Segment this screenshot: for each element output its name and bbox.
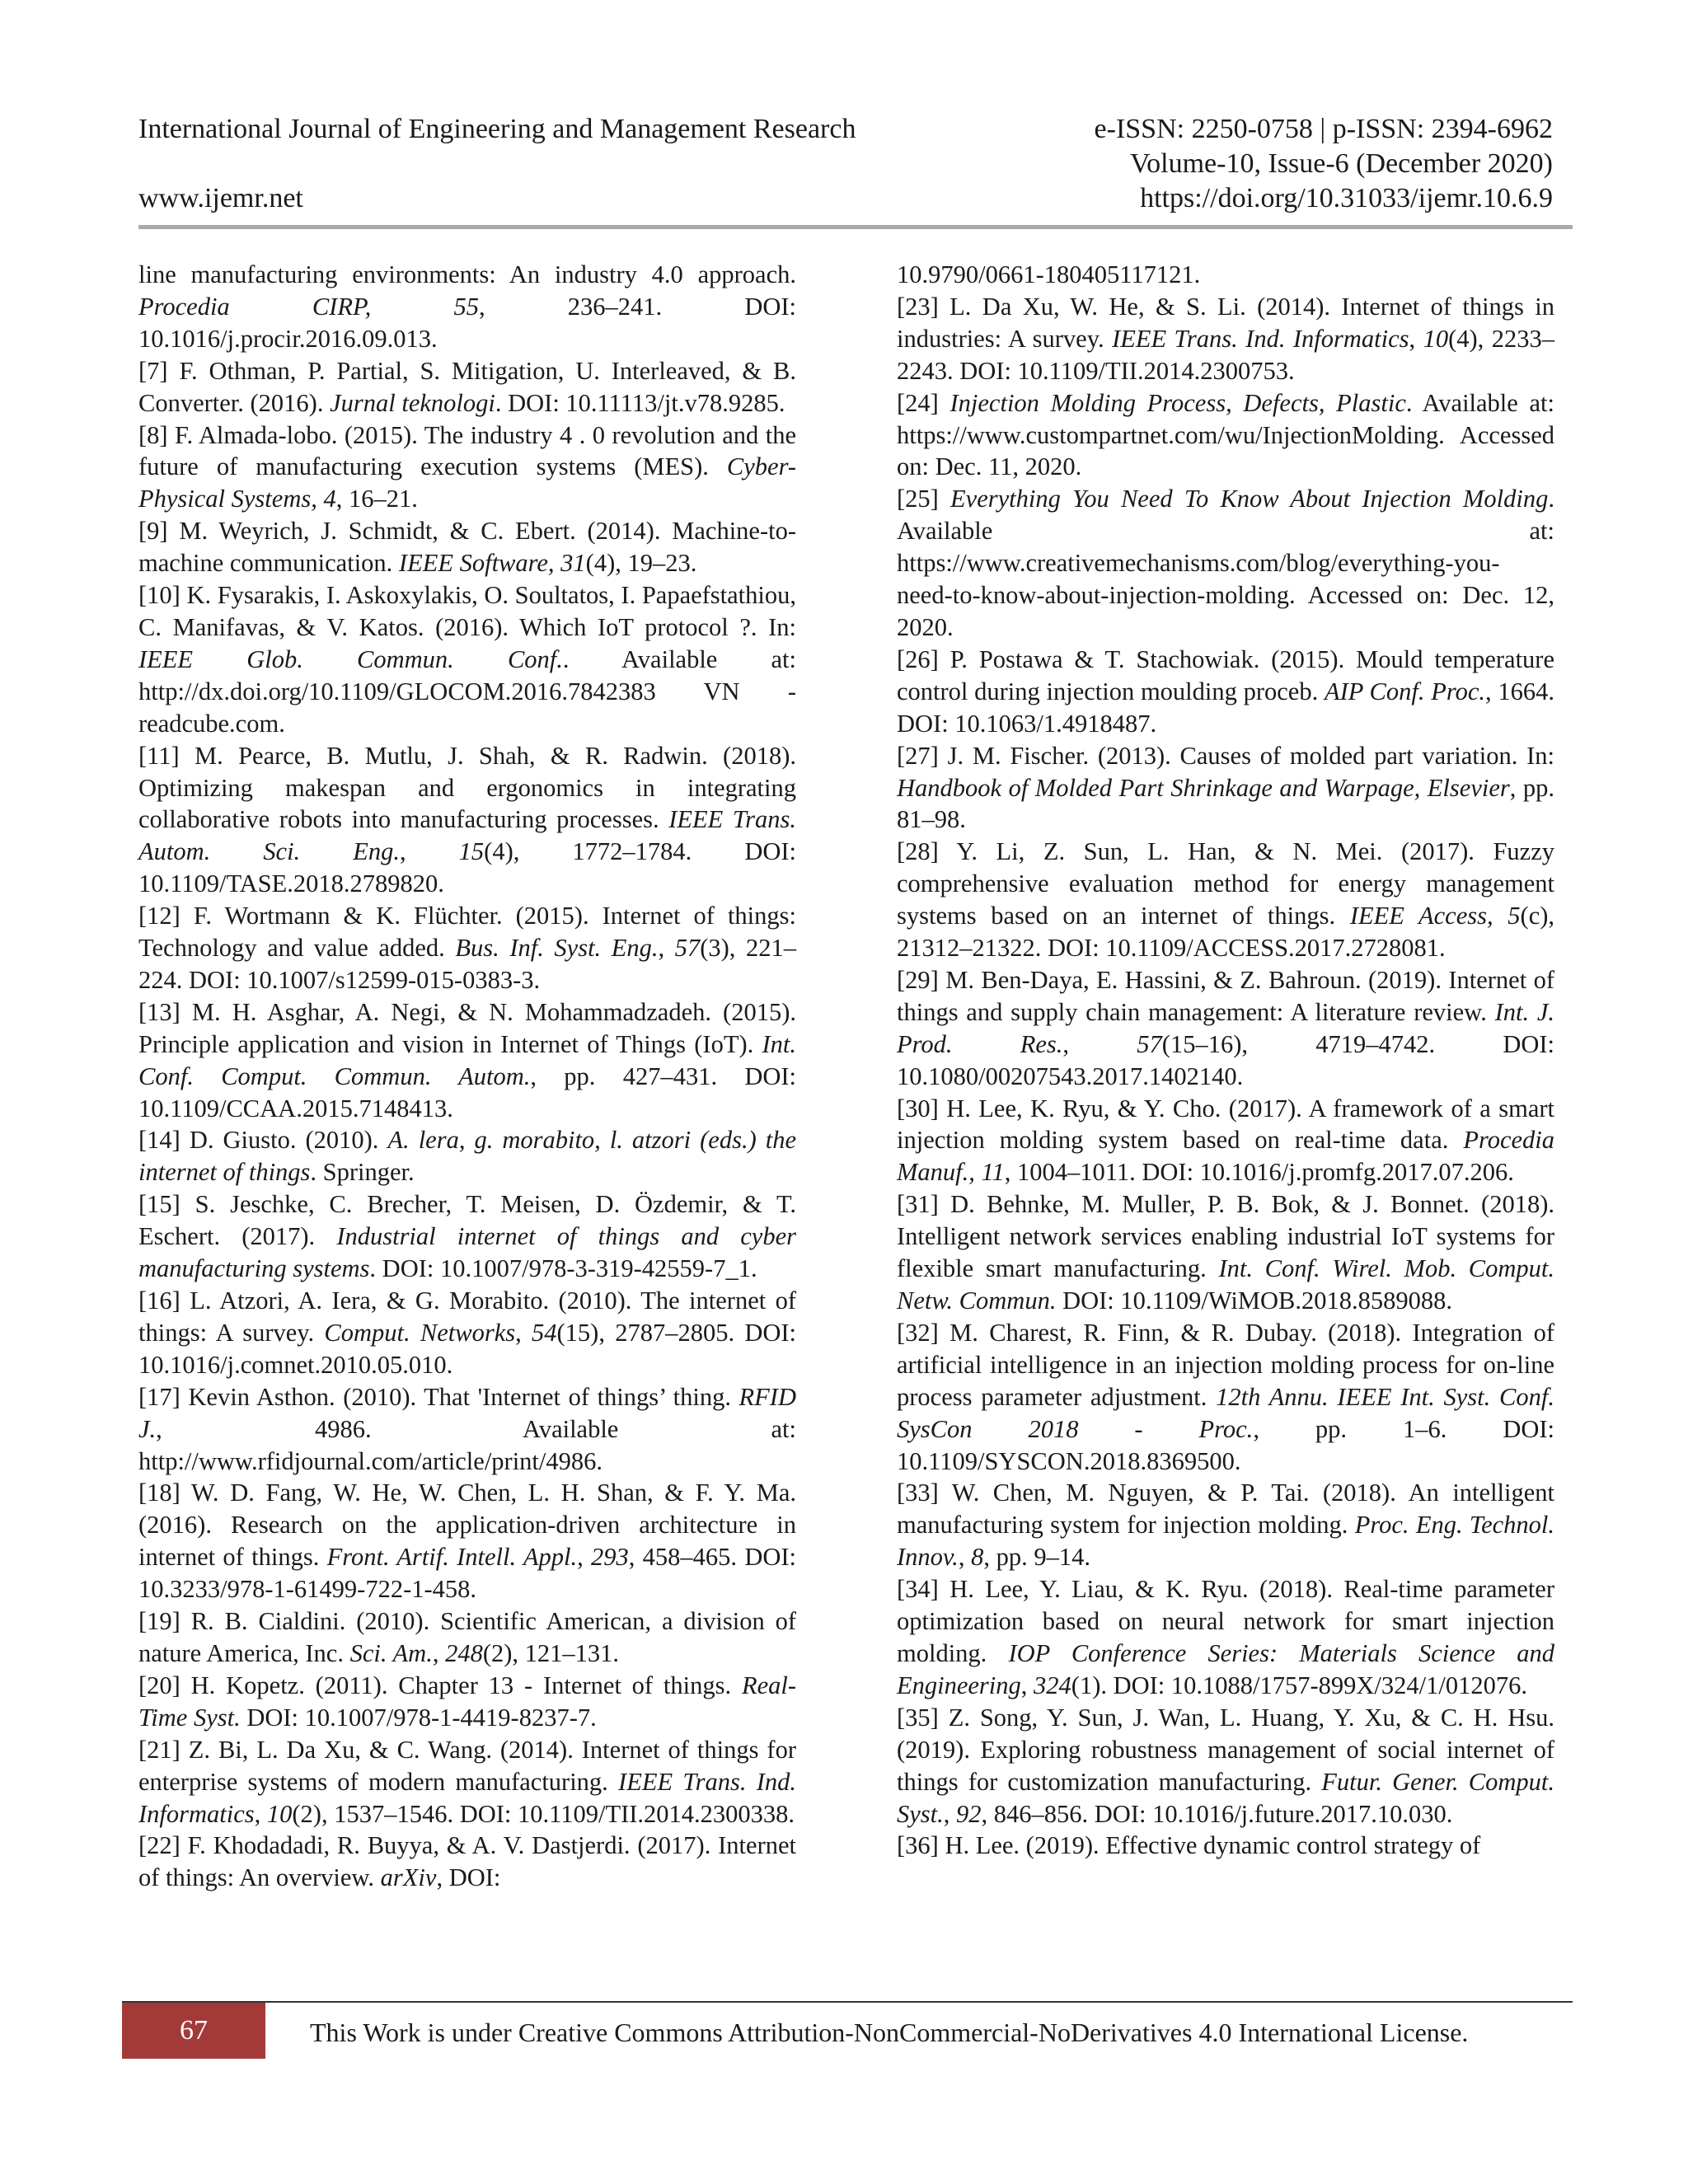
reference-text: [35] Z. Song, Y. Sun, J. Wan, L. Huang, Y. Xu, & C. H. Hsu. (2019). Exploring robustness management of social internet of things for customization manufacturing. [897,1703,1554,1796]
reference-italic-text: 324 [1034,1671,1071,1699]
reference-italic-text: 293 [591,1543,629,1572]
reference-entry [897,483,1554,644]
reference-text: , [1409,324,1423,353]
reference-text: , [400,837,459,866]
reference-text: (c), 21312–21322. DOI: 10.1109/ACCESS.2017.2728081. [897,902,1555,963]
reference-text: [20] H. Kopetz. (2011). Chapter 13 - Internet of things. [138,1671,742,1699]
reference-italic-text: IEEE Software, 31 [398,549,586,578]
volume-line: Volume-10, Issue-6 (December 2020) [1129,148,1553,179]
reference-text: . Available at: https://www.custompartnet.com/wu/InjectionMolding. Accessed on: Dec. 11, 2020. [897,388,1554,481]
reference-text: DOI: 10.1007/978-1-4419-8237-7. [240,1703,597,1732]
reference-text: (15–16), 4719–4742. DOI: 10.1080/00207543.2017.1402140. [897,1029,1555,1090]
reference-italic-text: 8 [971,1543,984,1572]
reference-text: , 1004–1011. DOI: 10.1016/j.promfg.2017.07.206. [1004,1158,1514,1187]
reference-text: , 846–856. DOI: 10.1016/j.future.2017.10.030. [981,1799,1453,1828]
reference-entry [138,740,796,901]
reference-entry [138,1188,796,1285]
reference-text: . DOI: 10.11113/jt.v78.9285. [495,388,785,417]
reference-entry [138,259,796,355]
reference-text: [9] M. Weyrich, J. Schmidt, & C. Ebert. (2014). Machine-to-machine communication. [138,517,796,578]
reference-text: [8] F. Almada-lobo. (2015). The industry 4 . 0 revolution and the future of manufacturing execution systems (MES). [138,420,796,481]
reference-text: , [1020,1671,1034,1699]
reference-text: [19] R. B. Cialdini. (2010). Scientific American, a division of nature America, Inc. [138,1607,796,1667]
reference-text: , pp. 9–14. [983,1543,1090,1572]
header-right-block [1095,112,1553,216]
reference-text: [28] Y. Li, Z. Sun, L. Han, & N. Mei. (2017). Fuzzy comprehensive evaluation method for energy management systems based on an internet of things. [897,837,1554,930]
reference-italic-text: 248 [445,1638,483,1667]
reference-text: (1). DOI: 10.1088/1757-899X/324/1/012076. [1071,1671,1527,1699]
reference-italic-text: Int. J. Prod. Res. [897,997,1555,1058]
reference-text: , [958,1543,972,1572]
reference-entry [897,259,1554,291]
reference-text: DOI: 10.1109/WiMOB.2018.8589088. [1056,1286,1453,1315]
reference-italic-text: Sci. Am. [349,1638,433,1667]
reference-text: [15] S. Jeschke, C. Brecher, T. Meisen, D. Özdemir, & T. Eschert. (2017). [138,1190,796,1251]
reference-italic-text: Proc. Eng. Technol. Innov. [897,1511,1555,1572]
reference-italic-text: IEEE Access, 5 [1349,902,1521,930]
reference-entry [138,1734,796,1830]
reference-italic-text: 92 [956,1799,982,1828]
reference-italic-text: Injection Molding Process, Defects, Plastic [950,388,1406,417]
reference-text: , 4986. Available at: http://www.rfidjournal.com/article/print/4986. [138,1414,796,1475]
reference-italic-text: AIP Conf. Proc. [1324,677,1486,705]
reference-text: (3), 221–224. DOI: 10.1007/s12599-015-0383-3. [138,934,796,994]
reference-italic-text: Int. Conf. Comput. Commun. Autom. [138,1029,796,1090]
reference-italic-text: Real-Time Syst. [138,1671,796,1732]
reference-text: , 1664. DOI: 10.1063/1.4918487. [897,677,1554,738]
reference-italic-text: Jurnal teknologi [330,388,495,417]
reference-entry [138,515,796,579]
reference-text: , 458–465. DOI: 10.3233/978-1-61499-722-1-458. [138,1543,796,1604]
reference-text: [11] M. Pearce, B. Mutlu, J. Shah, & R. Radwin. (2018). Optimizing makespan and ergonomics in integrating collaborative robots into manufacturing processes. [138,741,796,834]
reference-italic-text: Handbook of Molded Part Shrinkage and Warpage, Elsevier [897,773,1510,802]
reference-text: [10] K. Fysarakis, I. Askoxylakis, O. Soultatos, I. Papaefstathiou, C. Manifavas, & V. Katos. (2016). Which IoT protocol ?. In: [138,581,797,641]
reference-text: (2), 121–131. [482,1638,620,1667]
reference-text: [14] D. Giusto. (2010). [138,1126,388,1155]
reference-text: . Available at: http://dx.doi.org/10.1109/GLOCOM.2016.7842383 VN - readcube.com. [138,644,796,738]
reference-italic-text: IEEE Glob. Commun. Conf. [138,644,563,673]
reference-entry [138,996,796,1125]
reference-text: , pp. 1–6. DOI: 10.1109/SYSCON.2018.8369500. [897,1414,1554,1475]
reference-text: (4), 19–23. [585,549,697,578]
reference-entry [138,419,796,516]
reference-text: . Available at: https://www.creativemechanisms.com/blog/everything-you-need-to-know-about-injection-molding. Accessed on: Dec. 12, 2020. [897,485,1554,641]
reference-text: [16] L. Atzori, A. Iera, & G. Morabito. (2010). The internet of things: A survey. [138,1286,796,1347]
reference-text: . Springer. [310,1158,415,1187]
reference-text: , [577,1543,591,1572]
reference-text: (2), 1537–1546. DOI: 10.1109/TII.2014.2300338. [292,1799,795,1828]
reference-entry [138,900,796,996]
page-number-box [122,2003,265,2059]
reference-italic-text: 15 [458,837,485,866]
reference-text: , [254,1799,267,1828]
reference-text: [23] L. Da Xu, W. He, & S. Li. (2014). Internet of things in industries: A survey. [897,292,1554,353]
reference-text: , [1062,1029,1137,1058]
journal-website: www.ijemr.net [138,183,303,213]
reference-italic-text: Industrial internet of things and cyber manufacturing systems [138,1222,796,1283]
issn-line: e-ISSN: 2250-0758 | p-ISSN: 2394-6962 [1094,114,1553,144]
reference-text: [7] F. Othman, P. Partial, S. Mitigation, U. Interleaved, & B. Converter. (2016). [138,356,796,417]
reference-text: , [943,1799,957,1828]
reference-entry [138,355,796,419]
reference-entry [138,1381,796,1478]
reference-text: [22] F. Khodadadi, R. Buyya, & A. V. Dastjerdi. (2017). Internet of things: An overview. [138,1831,796,1892]
reference-italic-text: 10 [1423,324,1449,353]
reference-italic-text: 57 [1137,1029,1162,1058]
reference-entry [897,836,1554,964]
reference-text: [29] M. Ben-Daya, E. Hassini, & Z. Bahroun. (2019). Internet of things and supply chain management: A literature review. [897,965,1554,1026]
reference-italic-text: Comput. Networks [324,1318,516,1347]
reference-italic-text: RFID J. [138,1382,796,1443]
reference-italic-text: 54 [532,1318,557,1347]
reference-text: [17] Kevin Asthon. (2010). That 'Internet of things’ thing. [138,1382,739,1411]
reference-entry [138,1477,796,1605]
reference-text: [24] [897,388,950,417]
reference-italic-text: IEEE Trans. Ind. Informatics [1112,324,1409,353]
reference-text: , [432,1638,446,1667]
reference-entry [897,1830,1554,1862]
reference-text: , DOI: [436,1863,501,1892]
reference-italic-text: 10 [266,1799,293,1828]
reference-text: , 236–241. DOI: 10.1016/j.procir.2016.09.013. [138,292,796,353]
reference-entry [897,644,1554,740]
reference-text: , pp. 81–98. [897,773,1554,834]
reference-text: , 16–21. [335,485,418,513]
doi-line: https://doi.org/10.31033/ijemr.10.6.9 [1140,183,1553,213]
reference-italic-text: IEEE Trans. Ind. Informatics [138,1767,796,1828]
reference-text: [32] M. Charest, R. Finn, & R. Dubay. (2018). Integration of artificial intelligence in an injection molding process for on-line process parameter adjustment. [897,1318,1554,1411]
reference-entry [138,1830,796,1894]
header-rule [138,225,1573,229]
reference-italic-text: Cyber-Physical Systems, 4 [138,452,796,513]
reference-entry [138,1285,796,1381]
reference-text: line manufacturing environments: An industry 4.0 approach. [138,260,796,288]
reference-text: [30] H. Lee, K. Ryu, & Y. Cho. (2017). A framework of a smart injection molding system based on real-time data. [897,1094,1554,1155]
reference-italic-text: Int. Conf. Wirel. Mob. Comput. Netw. Commun. [897,1254,1554,1315]
footer-rule [122,2001,1573,2003]
reference-text: [18] W. D. Fang, W. He, W. Chen, L. H. Shan, & F. Y. Ma. (2016). Research on the application-driven architecture in internet of things. [138,1479,796,1572]
journal-title: International Journal of Engineering and Management Research [138,114,856,144]
reference-entry [897,1477,1554,1573]
reference-entry [897,1573,1554,1702]
reference-italic-text: arXiv [380,1863,437,1892]
reference-entry [897,1188,1554,1317]
reference-text: [36] H. Lee. (2019). Effective dynamic control strategy of [897,1831,1481,1860]
reference-text: [21] Z. Bi, L. Da Xu, & C. Wang. (2014). Internet of things for enterprise systems of modern manufacturing. [138,1735,796,1796]
reference-entry [897,740,1554,837]
reference-text: , [515,1318,532,1347]
reference-entry [897,964,1554,1093]
reference-italic-text: Everything You Need To Know About Injection Molding [950,485,1549,513]
reference-text: 10.9790/0661-180405117121. [897,260,1201,288]
reference-italic-text: Procedia Manuf., 11 [897,1126,1554,1187]
reference-text: . DOI: 10.1007/978-3-319-42559-7_1. [369,1254,757,1283]
reference-text: [31] D. Behnke, M. Muller, P. B. Bok, & J. Bonnet. (2018). Intelligent network services enabling industrial IoT systems for flexible smart manufacturing. [897,1190,1554,1283]
page-number: 67 [180,2015,208,2046]
reference-italic-text: Front. Artif. Intell. Appl. [326,1543,578,1572]
reference-text: [25] [897,485,951,513]
reference-entry [897,1317,1554,1478]
reference-text: [26] P. Postawa & T. Stachowiak. (2015). Mould temperature control during injection moulding proceb. [897,644,1554,705]
reference-entry [138,1670,796,1734]
reference-italic-text: Procedia CIRP, 55 [138,292,479,321]
reference-text: [33] W. Chen, M. Nguyen, & P. Tai. (2018). An intelligent manufacturing system for injection molding. [897,1479,1554,1540]
reference-entry [138,1124,796,1188]
reference-italic-text: IEEE Trans. Autom. Sci. Eng. [138,805,797,866]
reference-text: [34] H. Lee, Y. Liau, & K. Ryu. (2018). Real-time parameter optimization based on neural network for smart injection molding. [897,1575,1554,1667]
reference-entry [897,387,1554,484]
reference-entry [897,1093,1554,1189]
reference-italic-text: Bus. Inf. Syst. Eng., 57 [455,934,701,963]
reference-italic-text: Futur. Gener. Comput. Syst. [897,1767,1554,1828]
reference-text: , pp. 427–431. DOI: 10.1109/CCAA.2015.7148413. [138,1062,797,1122]
reference-text: (4), 2233–2243. DOI: 10.1109/TII.2014.2300753. [897,324,1554,385]
reference-italic-text: IOP Conference Series: Materials Science and Engineering [897,1638,1555,1699]
reference-entry [897,291,1554,387]
reference-text: [13] M. H. Asghar, A. Negi, & N. Mohammadzadeh. (2015). Principle application and vision in Internet of Things (IoT). [138,997,796,1058]
reference-italic-text: 12th Annu. IEEE Int. Syst. Conf. SysCon 2018 - Proc. [897,1382,1554,1443]
reference-entry [138,579,796,740]
references-right-column [897,259,1554,1862]
reference-text: (4), 1772–1784. DOI: 10.1109/TASE.2018.2789820. [138,837,797,898]
reference-text: (15), 2787–2805. DOI: 10.1016/j.comnet.2010.05.010. [138,1318,796,1379]
reference-text: [27] J. M. Fischer. (2013). Causes of molded part variation. In: [897,741,1554,770]
reference-entry [897,1702,1554,1830]
reference-text: [12] F. Wortmann & K. Flüchter. (2015). Internet of things: Technology and value added. [138,902,796,963]
reference-italic-text: A. lera, g. morabito, l. atzori (eds.) the internet of things [138,1126,796,1187]
reference-entry [138,1605,796,1670]
license-text: This Work is under Creative Commons Attribution-NonCommercial-NoDerivatives 4.0 International License. [310,2018,1469,2047]
references-left-column [138,259,796,1894]
